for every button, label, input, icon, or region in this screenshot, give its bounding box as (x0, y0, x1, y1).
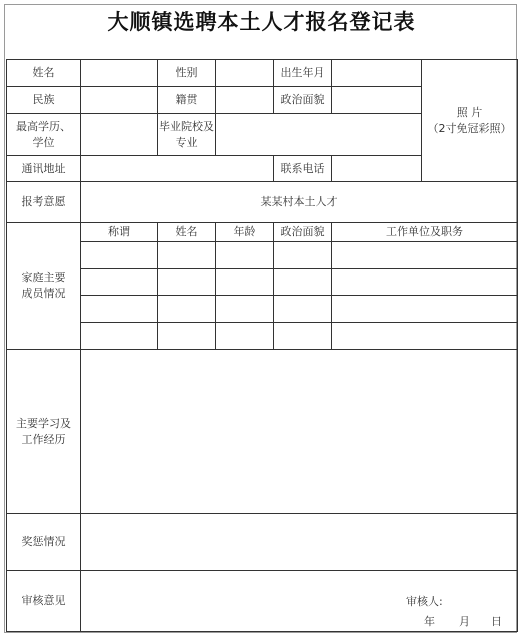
family-cell[interactable] (274, 323, 332, 350)
family-cell[interactable] (216, 242, 274, 269)
school-label-line1: 毕业院校及 (159, 119, 214, 133)
political-status-field[interactable] (332, 87, 422, 114)
family-cell[interactable] (81, 323, 158, 350)
review-date-month: 月 (459, 615, 470, 628)
birth-label: 出生年月 (274, 60, 332, 87)
ethnicity-label: 民族 (7, 87, 81, 114)
awards-label: 奖惩情况 (7, 514, 81, 571)
native-place-field[interactable] (216, 87, 274, 114)
family-row (7, 296, 518, 323)
education-label-line1: 最高学历、 (16, 119, 71, 133)
review-field[interactable] (81, 571, 518, 632)
family-row (7, 269, 518, 296)
phone-field[interactable] (332, 156, 422, 182)
family-header-age: 年龄 (216, 223, 274, 242)
gender-field[interactable] (216, 60, 274, 87)
review-date-day: 日 (491, 615, 502, 628)
family-cell[interactable] (216, 323, 274, 350)
family-cell[interactable] (81, 242, 158, 269)
family-label-line1: 家庭主要 (21, 271, 66, 284)
family-cell[interactable] (332, 296, 518, 323)
experience-label-line2: 工作经历 (21, 432, 66, 446)
family-cell[interactable] (274, 269, 332, 296)
school-label-line2: 专业 (175, 135, 198, 149)
birth-field[interactable] (332, 60, 422, 87)
family-cell[interactable] (158, 269, 216, 296)
family-cell[interactable] (158, 296, 216, 323)
family-cell[interactable] (158, 242, 216, 269)
family-header-employer: 工作单位及职务 (332, 223, 518, 242)
registration-form (6, 59, 518, 632)
review-date-year: 年 (424, 615, 435, 628)
experience-label (7, 350, 81, 514)
education-label-line2: 学位 (32, 135, 55, 149)
family-cell[interactable] (332, 242, 518, 269)
photo-label: 照 片 (456, 105, 483, 119)
reviewer-label: 审核人: (406, 595, 443, 608)
school-label (158, 114, 216, 156)
name-field[interactable] (81, 60, 158, 87)
family-row (7, 242, 518, 269)
school-field[interactable] (216, 114, 422, 156)
address-field[interactable] (81, 156, 274, 182)
awards-field[interactable] (81, 514, 518, 571)
family-cell[interactable] (81, 269, 158, 296)
photo-box[interactable] (422, 60, 518, 182)
name-label: 姓名 (7, 60, 81, 87)
family-row (7, 323, 518, 350)
family-label (7, 223, 81, 350)
family-cell[interactable] (216, 296, 274, 323)
political-status-label: 政治面貌 (274, 87, 332, 114)
family-label-line2: 成员情况 (21, 287, 66, 300)
photo-hint: （2寸免冠彩照） (427, 121, 512, 135)
gender-label: 性别 (158, 60, 216, 87)
family-header-political-status: 政治面貌 (274, 223, 332, 242)
review-label: 审核意见 (7, 571, 81, 632)
family-cell[interactable] (274, 242, 332, 269)
address-label: 通讯地址 (7, 156, 81, 182)
experience-field[interactable] (81, 350, 518, 514)
phone-label: 联系电话 (274, 156, 332, 182)
application-value[interactable]: 某某村本土人才 (81, 182, 518, 223)
family-cell[interactable] (216, 269, 274, 296)
family-cell[interactable] (81, 296, 158, 323)
family-cell[interactable] (158, 323, 216, 350)
education-field[interactable] (81, 114, 158, 156)
application-label: 报考意愿 (7, 182, 81, 223)
family-header-relation: 称谓 (81, 223, 158, 242)
family-cell[interactable] (332, 269, 518, 296)
experience-label-line1: 主要学习及 (16, 416, 71, 430)
education-label (7, 114, 81, 156)
family-cell[interactable] (274, 296, 332, 323)
native-place-label: 籍贯 (158, 87, 216, 114)
ethnicity-field[interactable] (81, 87, 158, 114)
family-cell[interactable] (332, 323, 518, 350)
page-title: 大顺镇选聘本土人才报名登记表 (107, 9, 416, 34)
family-header-name: 姓名 (158, 223, 216, 242)
